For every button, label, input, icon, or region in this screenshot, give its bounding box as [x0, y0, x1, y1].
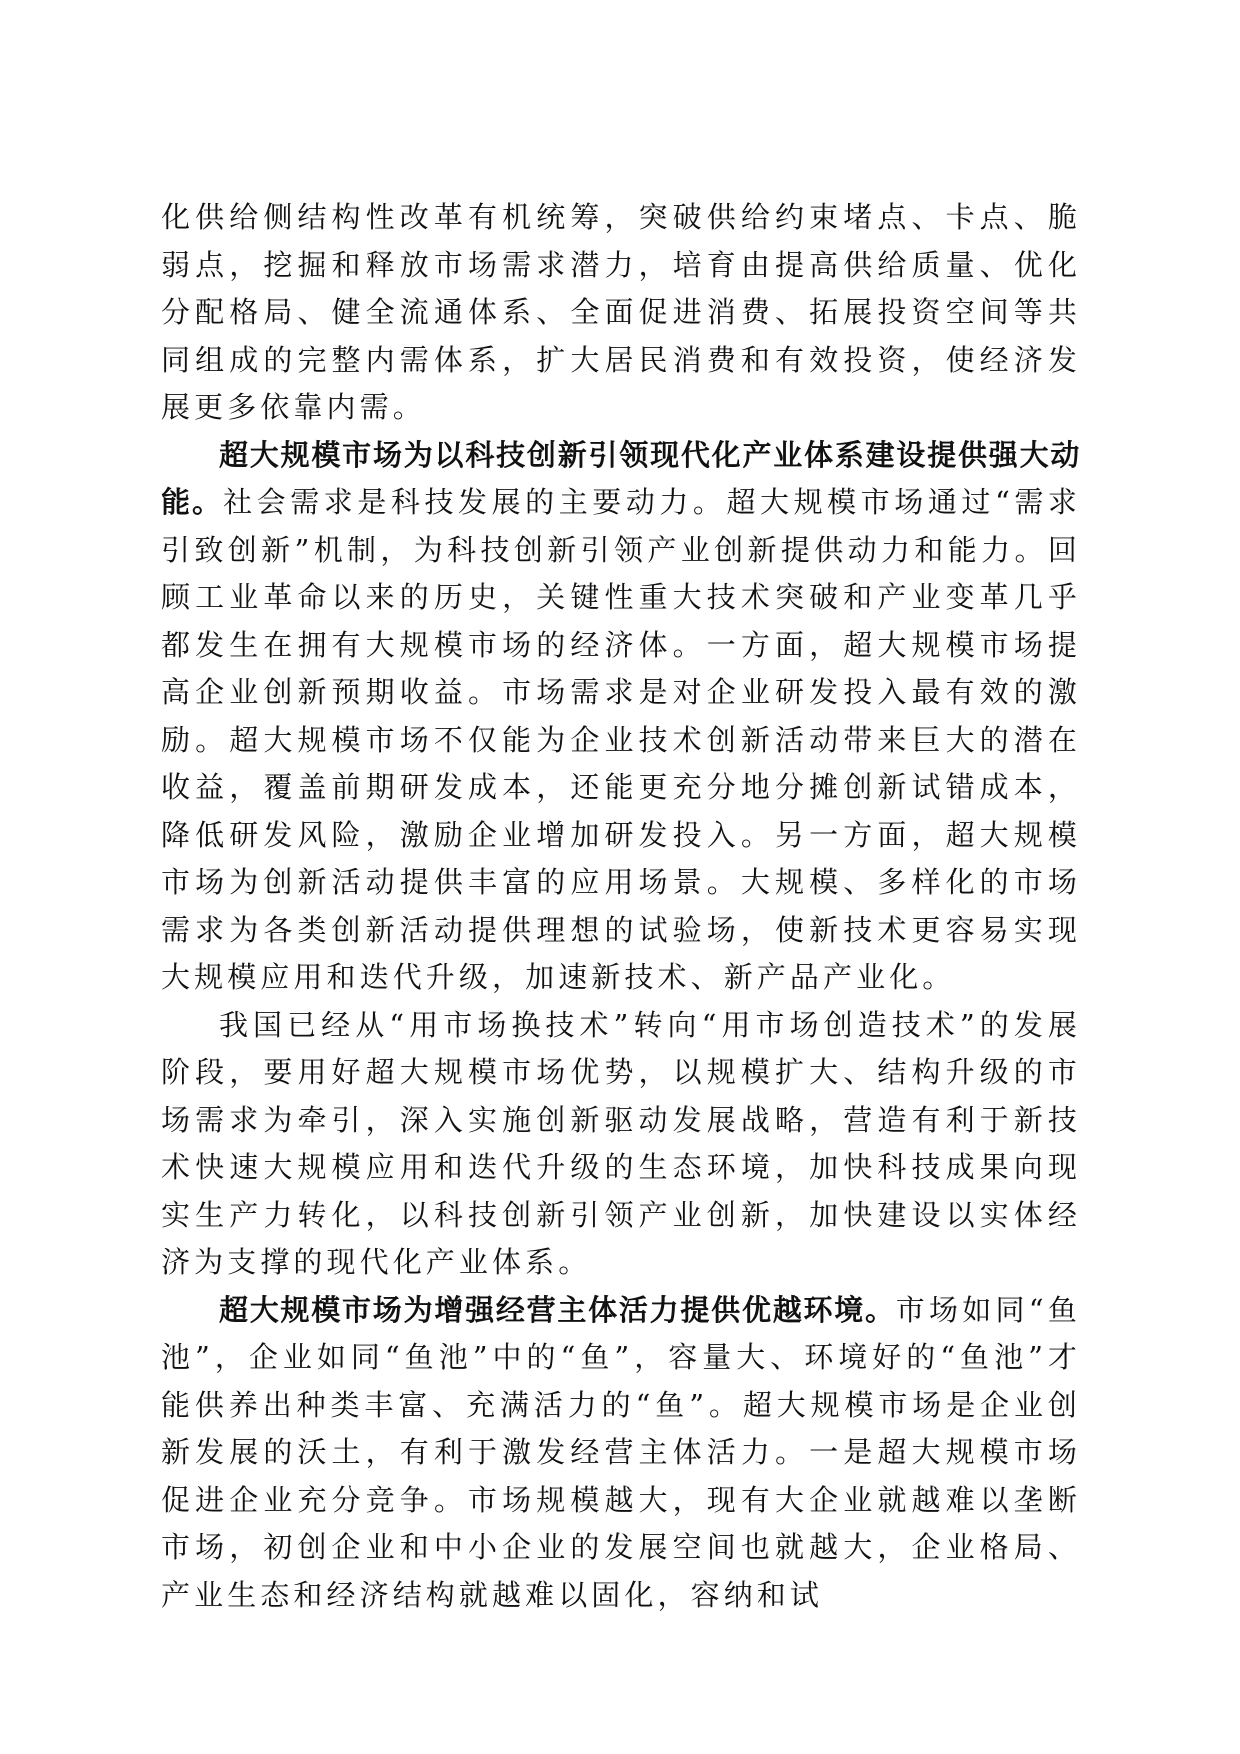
- paragraph-lead-heading: 超大规模市场为增强经营主体活力提供优越环境。: [219, 1292, 896, 1327]
- paragraph-development-stage: [161, 1002, 1081, 1287]
- paragraph-text: 社会需求是科技发展的主要动力。超大规模市场通过“需求引致创新”机制，为科技创新引领产业创新提供动力和能力。回顾工业革命以来的历史，关键性重大技术突破和产业变革几乎都发生在拥有大规模市场的经济体。一方面，超大规模市场提高企业创新预期收益。市场需求是对企业研发投入最有效的激励。超大规模市场不仅能为企业技术创新活动带来巨大的潜在收益，覆盖前期研发成本，还能更充分地分摊创新试错成本，降低研发风险，激励企业增加研发投入。另一方面，超大规模市场为创新活动提供丰富的应用场景。大规模、多样化的市场需求为各类创新活动提供理想的试验场，使新技术更容易实现大规模应用和迭代升级，加速新技术、新产品产业化。: [161, 485, 1081, 994]
- paragraph-business-vitality: [161, 1287, 1081, 1620]
- paragraph-lead-heading: 超大规模市场为以科技创新引领现代化产业体系建设提供强大动能。: [161, 437, 1081, 519]
- document-page: [161, 194, 1081, 1619]
- paragraph-continuation: [161, 194, 1081, 432]
- paragraph-text: 我国已经从“用市场换技术”转向“用市场创造技术”的发展阶段，要用好超大规模市场优势，以规模扩大、结构升级的市场需求为牵引，深入实施创新驱动发展战略，营造有利于新技术快速大规模应用和迭代升级的生态环境，加快科技成果向现实生产力转化，以科技创新引领产业创新，加快建设以实体经济为支撑的现代化产业体系。: [161, 1007, 1081, 1279]
- paragraph-innovation: [161, 432, 1081, 1002]
- paragraph-text: 市场如同“鱼池”，企业如同“鱼池”中的“鱼”，容量大、环境好的“鱼池”才能供养出种类丰富、充满活力的“鱼”。超大规模市场是企业创新发展的沃土，有利于激发经营主体活力。一是超大规模市场促进企业充分竞争。市场规模越大，现有大企业就越难以垄断市场，初创企业和中小企业的发展空间也就越大，企业格局、产业生态和经济结构就越难以固化，容纳和试: [161, 1292, 1081, 1612]
- paragraph-text: 化供给侧结构性改革有机统筹，突破供给约束堵点、卡点、脆弱点，挖掘和释放市场需求潜力，培育由提高供给质量、优化分配格局、健全流通体系、全面促进消费、拓展投资空间等共同组成的完整内需体系，扩大居民消费和有效投资，使经济发展更多依靠内需。: [161, 200, 1081, 424]
